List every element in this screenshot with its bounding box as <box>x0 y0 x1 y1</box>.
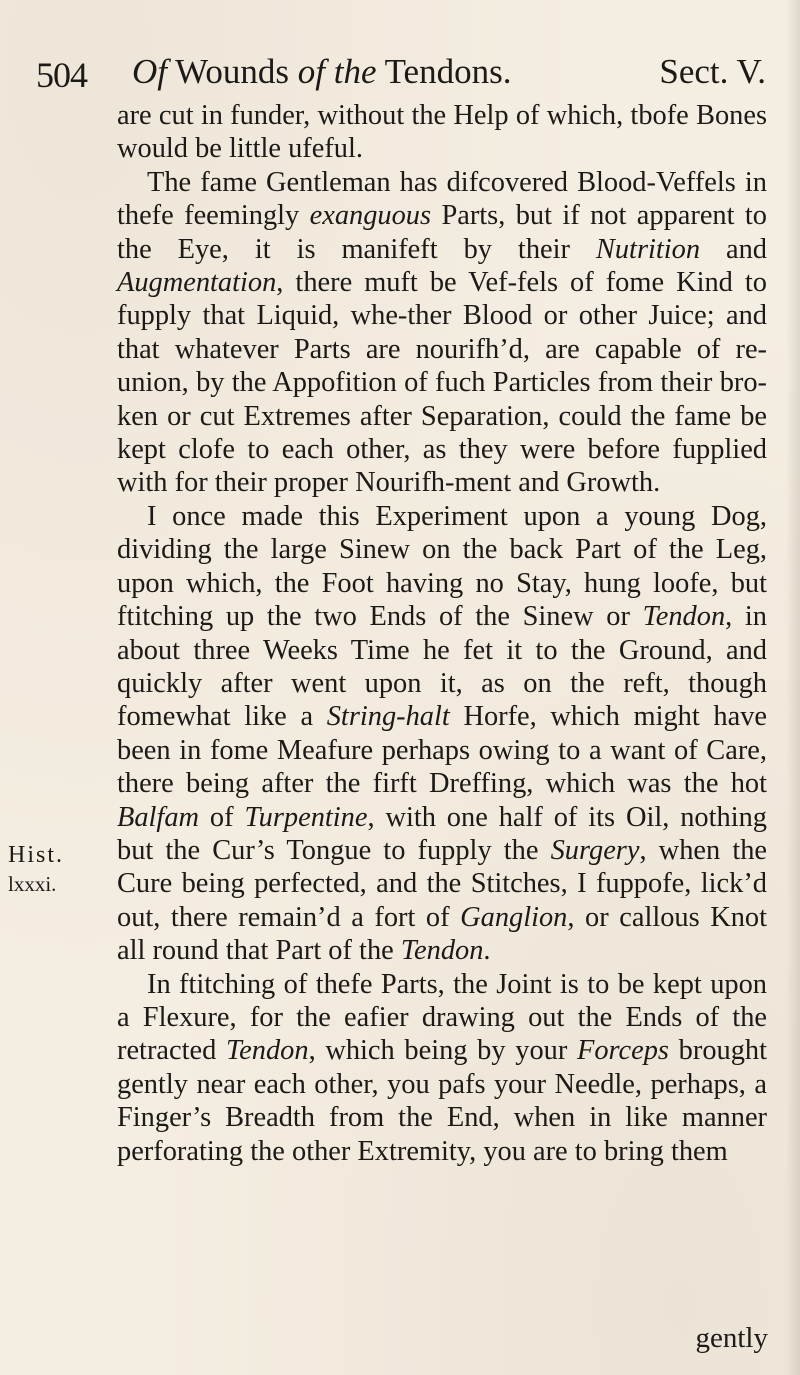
italic-term: String-halt <box>326 701 450 733</box>
italic-term: Balfam <box>117 801 200 833</box>
text-run: and <box>700 233 767 265</box>
title-the-word: the <box>333 52 377 91</box>
paragraph <box>117 968 767 1168</box>
text-run: are cut in funder, without the Help of which, tbofe Bones would be little ufeful. <box>117 100 767 165</box>
catchword: gently <box>695 1322 768 1354</box>
text-run: . <box>483 935 491 967</box>
italic-term: Tendon <box>225 1035 309 1067</box>
page-edge-shadow <box>786 0 800 1375</box>
text-run: of <box>199 801 245 833</box>
text-run: , in about three Weeks Time he fet it to the Ground, and quickly after went upon it, as on the reft, though fomewhat like a <box>117 601 768 733</box>
title-of-word: Of <box>132 52 167 91</box>
margin-note-number: lxxxi. <box>8 872 57 896</box>
running-head <box>36 52 766 98</box>
text-run: Parts, but if not apparent to the Eye, it is manifeft by their <box>117 200 767 265</box>
title-wounds-word: Wounds <box>175 52 289 91</box>
italic-term: Nutrition <box>595 233 701 265</box>
text-run: I once made this Experiment upon a young Dog, dividing the large Sinew on the back Part of the Leg, upon which, the Foot having no Stay, hung loofe, but ftitching up the two Ends of the Sinew or <box>117 500 767 633</box>
text-run: Horfe, which might have been in fome Meafure perhaps owing to a want of Care, there being after the firft Dreffing, which was the hot <box>117 701 767 800</box>
italic-term: Tendon <box>400 935 484 967</box>
italic-term: Surgery <box>550 834 640 866</box>
italic-term: Tendon <box>642 601 726 633</box>
text-run: In ftitching of thefe Parts, the Joint is to be kept upon a Flexure, for the eafier drawing out the Ends of the retracted <box>117 968 767 1067</box>
text-run: , which being by your <box>308 1035 577 1067</box>
section-label: Sect. V. <box>659 52 766 91</box>
text-run: , or callous Knot all round that Part of the <box>117 901 767 967</box>
title-of-word-2: of <box>297 52 325 91</box>
title-tendons-word: Tendons. <box>384 52 512 91</box>
text-run: , when the Cure being perfected, and the Stitches, I fuppofe, lick’d out, there remain’d a fort of <box>117 834 767 933</box>
italic-term: Forceps <box>577 1035 669 1067</box>
text-run: , there muft be Vef-fels of fome Kind to fupply that Liquid, whe-ther Blood or other Juice; and that whatever Parts are nourifh’d, are capable of re-union, by the Appofition of fuch Particles from their bro-ken or cut Extremes after Separation, could the fame be kept clofe to each other, as they were before fupplied with for their proper Nourifh-ment and Growth. <box>117 267 767 499</box>
paragraph <box>117 166 767 500</box>
italic-term: Ganglion <box>460 901 568 933</box>
body-text <box>117 99 767 1168</box>
italic-term: Turpentine <box>244 801 368 833</box>
page-number: 504 <box>36 55 87 95</box>
text-run: The fame Gentleman has difcovered Blood-Veffels in thefe feemingly <box>117 166 767 232</box>
paragraph <box>117 500 767 968</box>
italic-term: exanguous <box>309 200 432 232</box>
page-title <box>132 52 511 92</box>
margin-note-hist: Hist. <box>8 842 65 868</box>
paragraph <box>117 99 767 166</box>
text-run: , with one half of its Oil, nothing but the Cur’s Tongue to fupply the <box>117 801 767 866</box>
italic-term: Augmentation <box>117 267 277 299</box>
text-run: brought gently near each other, you pafs your Needle, perhaps, a Finger’s Breadth from the End, when in like manner perforating the other Extremity, you are to bring them <box>117 1035 767 1167</box>
